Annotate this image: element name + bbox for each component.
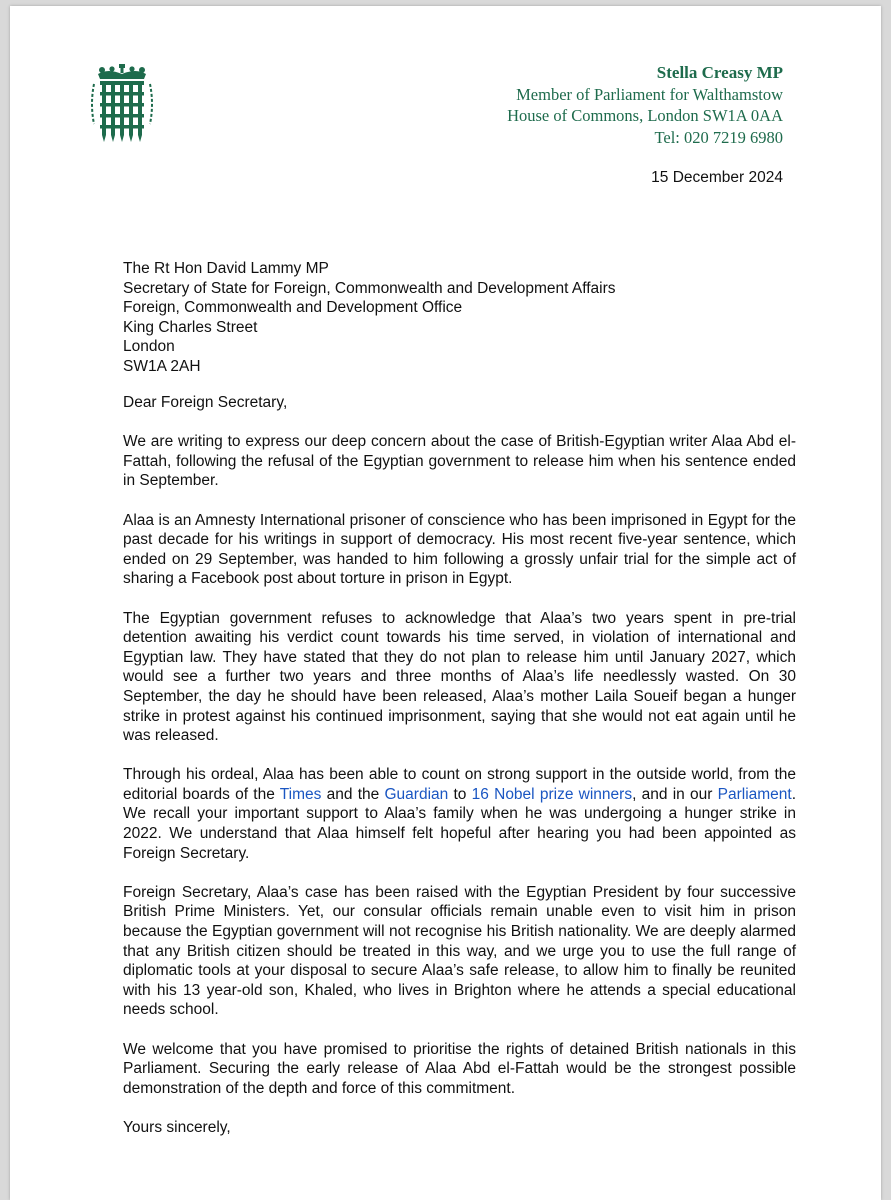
addressee-line: King Charles Street <box>123 318 258 336</box>
paragraph-1: We are writing to express our deep concern about the case of British-Egyptian writer Alaa Abd el-Fattah, following the refusal of the Egyptian government to release him when his sentence ended in September. <box>123 433 796 490</box>
addressee-line: London <box>123 338 175 356</box>
paragraph-4-text: and the <box>321 785 385 803</box>
addressee-line: Secretary of State for Foreign, Commonwealth and Development Affairs <box>123 279 616 297</box>
paragraph-4-text: , and in our <box>632 785 718 803</box>
mp-address: House of Commons, London SW1A 0AA <box>507 106 783 125</box>
link-nobel-winners[interactable]: 16 Nobel prize winners <box>471 785 633 803</box>
link-parliament[interactable]: Parliament <box>717 785 792 803</box>
addressee-line: The Rt Hon David Lammy MP <box>123 260 329 277</box>
salutation: Dear Foreign Secretary, <box>123 394 288 411</box>
letterhead <box>507 62 783 148</box>
paragraph-4-text: Through his ordeal, Alaa has been able to count on strong support in the outside world, from the editorial boards of the <box>123 766 796 803</box>
mp-role: Member of Parliament for Walthamstow <box>516 84 783 104</box>
paragraph-6: We welcome that you have promised to prioritise the rights of detained British nationals in this Parliament. Securing the early release of Alaa Abd el-Fattah would be the strongest possible demonstration of the depth and force of this commitment. <box>123 1040 796 1097</box>
addressee-block <box>123 259 616 377</box>
link-guardian[interactable]: Guardian <box>384 785 449 803</box>
paragraph-2: Alaa is an Amnesty International prisoner of conscience who has been imprisoned in Egypt for the past decade for his writings in support of democracy. His most recent five-year sentence, which ended on 29 September, was handed to him following a grossly unfair trial for the simple act of sharing a Facebook post about torture in prison in Egypt. <box>123 511 796 588</box>
paragraph-3: The Egyptian government refuses to acknowledge that Alaa’s two years spent in pre-trial detention awaiting his verdict count towards his time served, in violation of international and Egyptian law. They have stated that they do not plan to release him until January 2027, which would see a further two years and three months of Alaa’s life needlessly wasted. On 30 September, the day he should have been released, Alaa’s mother Laila Soueif began a hunger strike in protest against his continued imprisonment, saying that she would not eat again until he was released. <box>123 609 796 745</box>
addressee-line: Foreign, Commonwealth and Development Office <box>123 299 463 317</box>
closing: Yours sincerely, <box>123 1118 231 1136</box>
letter-body <box>123 393 796 1157</box>
mp-telephone: Tel: 020 7219 6980 <box>654 127 783 147</box>
letter-page <box>10 6 881 1200</box>
mp-name: Stella Creasy MP <box>656 63 783 82</box>
letter-date: 15 December 2024 <box>651 169 783 186</box>
paragraph-5: Foreign Secretary, Alaa’s case has been raised with the Egyptian President by four successive British Prime Ministers. Yet, our consular officials remain unable even to visit him in prison because the Egyptian government will not recognise his British nationality. We are deeply alarmed that any British citizen should be treated in this way, and we urge you to use the full range of diplomatic tools at your disposal to secure Alaa’s safe release, to allow him to finally be reunited with his 13 year-old son, Khaled, who lives in Brighton where he attends a special educational needs school. <box>123 883 796 1019</box>
addressee-line: SW1A 2AH <box>123 357 201 375</box>
paragraph-4-text: to <box>448 785 472 803</box>
link-times[interactable]: Times <box>279 785 322 803</box>
paragraph-4-text: . We recall your important support to Alaa’s family when he was undergoing a hunger strike in 2022. We understand that Alaa himself felt hopeful after hearing you had been appointed as Foreign Secretary. <box>123 785 797 862</box>
paragraph-4 <box>123 765 796 863</box>
portcullis-crest-icon <box>88 64 156 146</box>
